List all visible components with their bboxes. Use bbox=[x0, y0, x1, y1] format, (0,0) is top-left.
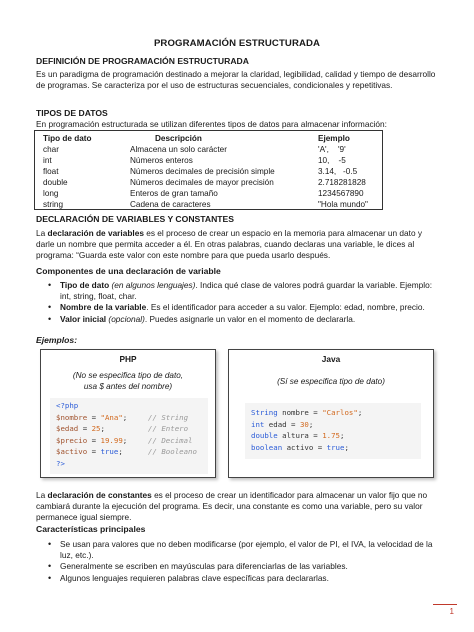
code-variable: $nombre bbox=[56, 412, 88, 422]
code-comment: // Entero bbox=[148, 424, 189, 434]
list-item: • Se usan para valores que no deben modificarse (por ejemplo, el valor de PI, el IVA, la velocidad de la luz, etc.). bbox=[46, 539, 442, 561]
table-row bbox=[35, 155, 382, 166]
code-identifier: activo = bbox=[282, 442, 327, 452]
page-number-rule bbox=[433, 604, 457, 605]
code-terminator: ; bbox=[122, 412, 128, 422]
code-identifier: altura = bbox=[277, 431, 323, 441]
code-literal: true bbox=[100, 447, 119, 457]
code-comment: // Booleano bbox=[148, 447, 197, 457]
code-type: boolean bbox=[251, 442, 283, 452]
table-cell-description: Números decimales de mayor precisión bbox=[130, 178, 274, 187]
php-box-title: PHP bbox=[119, 354, 137, 364]
table-header-type: Tipo de dato bbox=[43, 134, 92, 143]
list-item bbox=[46, 302, 442, 313]
component-qualifier: (opcional) bbox=[106, 313, 145, 324]
component-term: Valor inicial bbox=[60, 313, 107, 324]
declaration-text-pre: La bbox=[36, 228, 48, 238]
table-cell-type: float bbox=[43, 167, 59, 176]
table-cell-description: Almacena un solo carácter bbox=[130, 145, 227, 154]
code-literal: "Carlos" bbox=[322, 408, 358, 417]
code-identifier: edad = bbox=[264, 419, 300, 429]
code-variable: $precio bbox=[56, 435, 88, 445]
code-line bbox=[56, 435, 202, 447]
code-variable: $activo bbox=[56, 447, 88, 457]
declaration-heading: DECLARACIÓN DE VARIABLES Y CONSTANTES bbox=[36, 214, 234, 224]
table-cell-type: double bbox=[43, 178, 68, 187]
java-box-title: Java bbox=[321, 354, 341, 364]
component-text: . Puedes asignarle un valor en el momento de declararla. bbox=[144, 313, 356, 324]
php-open-tag: <?php bbox=[56, 401, 79, 410]
types-heading: TIPOS DE DATOS bbox=[36, 108, 108, 118]
declaration-text-bold: declaración de variables bbox=[47, 228, 144, 238]
php-example-box bbox=[40, 349, 216, 478]
code-literal: 19.99 bbox=[100, 435, 123, 445]
code-operator: = bbox=[87, 447, 101, 457]
code-terminator: ; bbox=[118, 447, 123, 457]
table-cell-description: Cadena de caracteres bbox=[130, 200, 211, 209]
table-cell-example: "Hola mundo" bbox=[318, 200, 368, 209]
table-cell-description: Números decimales de precisión simple bbox=[130, 167, 275, 176]
table-cell-description: Enteros de gran tamaño bbox=[130, 189, 218, 198]
definition-text: Es un paradigma de programación destinado a mejorar la claridad, legibilidad, calidad y tiempo de desarrollo de programas. Se caracteriza por el uso de estructuras secuenciales, condicionales y repetitivas. bbox=[36, 69, 436, 91]
page-number: 1 bbox=[449, 607, 454, 616]
code-terminator: ; bbox=[308, 419, 314, 429]
java-box-note: (Sí se especifica tipo de dato) bbox=[277, 377, 385, 386]
table-cell-description: Números enteros bbox=[130, 156, 193, 165]
code-type: int bbox=[251, 419, 265, 429]
php-box-note-line1: (No se especifica tipo de dato, bbox=[72, 371, 184, 380]
document-title: PROGRAMACIÓN ESTRUCTURADA bbox=[153, 38, 321, 49]
code-line bbox=[56, 446, 202, 458]
table-cell-example: 2.718281828 bbox=[318, 178, 366, 187]
component-term: Nombre de la variable bbox=[60, 302, 147, 313]
php-box-note-line2: usa $ antes del nombre) bbox=[83, 382, 173, 391]
code-terminator: ; bbox=[100, 424, 105, 434]
code-terminator: ; bbox=[344, 442, 349, 452]
table-cell-type: int bbox=[43, 156, 52, 165]
php-close-tag: ?> bbox=[56, 458, 65, 468]
component-term: Tipo de dato bbox=[60, 280, 110, 290]
code-operator: = bbox=[87, 435, 101, 445]
component-text: . Es el identificador para acceder a su valor. Ejemplo: edad, nombre, precio. bbox=[146, 302, 425, 313]
code-line bbox=[251, 407, 415, 419]
code-literal: 1.75 bbox=[322, 431, 341, 441]
php-code-block bbox=[50, 398, 208, 474]
code-literal: true bbox=[326, 442, 345, 452]
java-example-box bbox=[228, 349, 434, 478]
table-header-example: Ejemplo bbox=[318, 134, 350, 143]
list-item bbox=[46, 280, 442, 302]
table-cell-type: char bbox=[43, 145, 59, 154]
table-cell-type: string bbox=[43, 200, 64, 209]
constants-text-bold: declaración de constantes bbox=[47, 490, 152, 500]
constants-paragraph bbox=[36, 490, 440, 524]
code-terminator: ; bbox=[340, 431, 345, 441]
examples-label: Ejemplos: bbox=[36, 335, 78, 345]
code-line bbox=[251, 419, 415, 431]
table-header-description: Descripción bbox=[155, 134, 202, 143]
table-cell-example: 3.14, -0.5 bbox=[318, 167, 358, 176]
code-literal: 25 bbox=[91, 424, 101, 434]
code-type: double bbox=[251, 431, 278, 441]
code-variable: $edad bbox=[56, 424, 79, 434]
list-item: • Generalmente se escriben en mayúsculas para diferenciarlas de las variables. bbox=[46, 561, 442, 572]
declaration-text-post: es el proceso de crear un espacio en la memoria para almacenar un dato y darle un nombre que permita acceder a él. En otras palabras, cuando declaras una variable, le dices al programa: “Guarda este valor con este nombre para que pueda usarlo después. bbox=[36, 228, 423, 261]
component-text: . Indica qué clase de valores podrá guardar la variable. Ejemplo: int, string, float, char. bbox=[60, 280, 433, 302]
table-row bbox=[35, 144, 382, 155]
table-cell-example: 'A', '9' bbox=[318, 145, 346, 154]
table-row bbox=[35, 177, 382, 188]
code-line bbox=[251, 442, 415, 454]
table-header-row bbox=[35, 133, 382, 144]
java-code-block bbox=[245, 403, 421, 459]
code-line bbox=[251, 430, 415, 442]
data-types-table bbox=[34, 130, 383, 210]
code-type: String bbox=[251, 408, 278, 417]
table-row bbox=[35, 188, 382, 199]
table-row bbox=[35, 199, 382, 210]
code-comment: // Decimal bbox=[148, 435, 193, 445]
code-terminator: ; bbox=[122, 435, 128, 445]
code-line bbox=[56, 423, 202, 435]
features-list bbox=[46, 539, 442, 584]
features-heading: Características principales bbox=[36, 524, 146, 534]
component-qualifier: (en algunos lenguajes) bbox=[109, 280, 196, 290]
table-cell-example: 1234567890 bbox=[318, 189, 364, 198]
code-comment: // String bbox=[148, 412, 189, 422]
code-operator: = bbox=[87, 412, 101, 422]
list-item: • Algunos lenguajes requieren palabras clave específicas para declararlas. bbox=[46, 573, 442, 584]
table-cell-type: long bbox=[43, 189, 59, 198]
code-operator: = bbox=[78, 424, 92, 434]
table-row bbox=[35, 166, 382, 177]
components-list bbox=[46, 280, 442, 325]
table-cell-example: 10, -5 bbox=[318, 156, 346, 165]
constants-text-post: es el proceso de crear un identificador para almacenar un valor fijo que no cambiará durante la ejecución del programa. Es decir, una constante es como una variable, pero su valor permanece igual siempre. bbox=[36, 490, 428, 523]
code-line bbox=[56, 412, 202, 424]
code-identifier: nombre = bbox=[277, 408, 323, 417]
types-intro: En programación estructurada se utilizan diferentes tipos de datos para almacenar información: bbox=[36, 119, 387, 129]
constants-text-pre: La bbox=[36, 490, 48, 500]
components-heading: Componentes de una declaración de variable bbox=[36, 266, 221, 276]
code-terminator: ; bbox=[357, 408, 363, 417]
code-literal: 30 bbox=[299, 419, 309, 429]
declaration-paragraph bbox=[36, 228, 440, 262]
definition-heading: DEFINICIÓN DE PROGRAMACIÓN ESTRUCTURADA bbox=[36, 56, 249, 66]
code-literal: "Ana" bbox=[100, 412, 123, 422]
list-item bbox=[46, 314, 442, 325]
